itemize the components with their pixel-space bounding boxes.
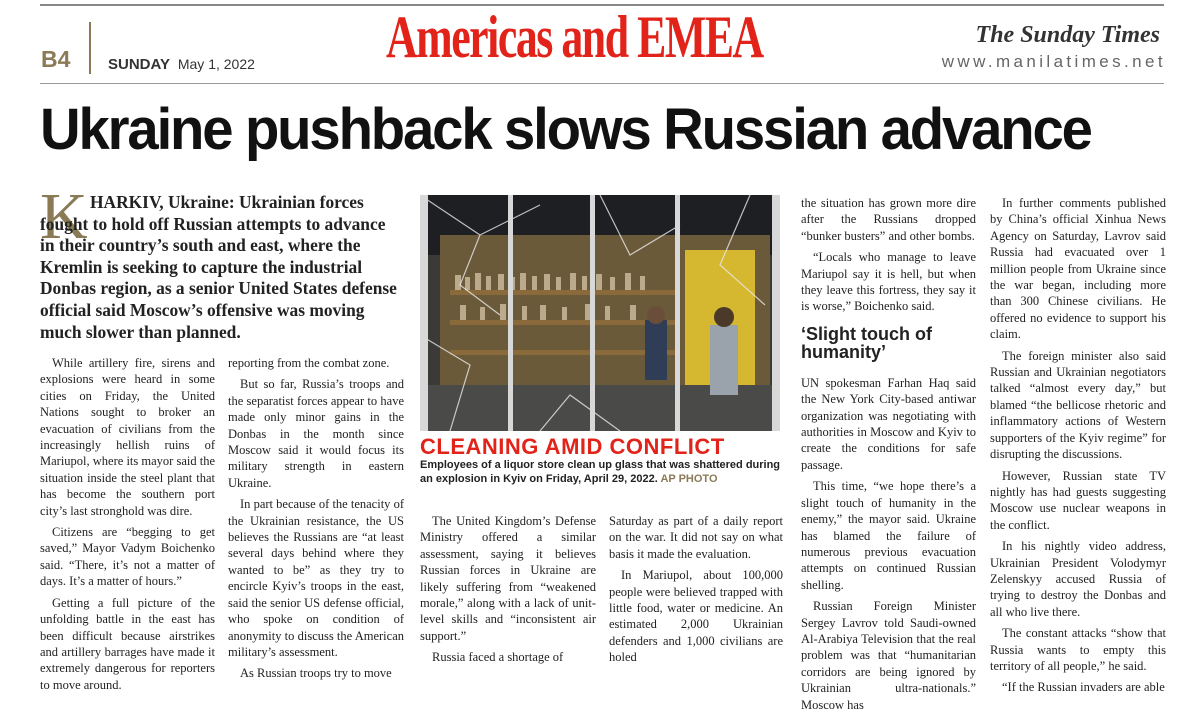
liquor-store-photo (420, 195, 780, 431)
article-paragraph: In Mariupol, about 100,000 people were believed trapped with little food, water or medicine. An estimated 2,000 Ukrainian defenders and 1,000 civilians are holed (609, 568, 783, 665)
drop-cap: K (40, 180, 88, 253)
page-number: B4 (41, 46, 71, 72)
photo-credit: AP PHOTO (660, 473, 718, 485)
article-column-3 (420, 513, 596, 665)
article-paragraph: Saturday as part of a daily report on the war. It did not say on what basis it made the evaluation. (609, 514, 783, 561)
article-paragraph: While artillery fire, sirens and explosions were heard in some cities on Friday, the United Nations sought to broker an evacuation of civilians from the increasingly hellish ruins of Mariupol, where its mayor said the situation inside the steel plant that has become the southern port city’s last stronghold was dire. (40, 356, 215, 518)
article-paragraph: the situation has grown more dire after the Russians dropped “bunker busters” and other bombs. (801, 196, 976, 243)
dateline-date: May 1, 2022 (177, 56, 255, 72)
article-paragraph: The constant attacks “show that Russia wants to empty this territory of all people,” he said. (990, 626, 1166, 673)
caption-headline: CLEANING AMID CONFLICT (420, 434, 725, 459)
article-column-5 (801, 195, 976, 712)
article-column-6 (990, 195, 1166, 695)
article-paragraph: “Locals who manage to leave Mariupol say it is hell, but when they leave this fortress, they say it is worse,” Boichenko said. (801, 250, 976, 314)
article-column-4 (609, 513, 783, 665)
photo-caption (420, 434, 782, 486)
article-paragraph: This time, “we hope there’s a slight touch of humanity in the enemy,” the mayor said. Ukraine has blamed the failure of numerous previous evacuation attempts on continued Russian shelling. (801, 479, 976, 592)
article-paragraph: Citizens are “begging to get saved,” Mayor Vadym Boichenko said. “There, it’s not a matter of days. It’s a matter of hours.” (40, 525, 215, 589)
article-paragraph: reporting from the combat zone. (228, 356, 390, 370)
article-paragraph: As Russian troops try to move (240, 666, 392, 681)
lede-paragraph: HARKIV, Ukraine: Ukrainian forces fought to hold off Russian attempts to advance in their country’s south and east, where the Kremlin is seeking to capture the industrial Donbas region, as a senior United States defense official said Moscow’s offensive was moving much slower than planned. (40, 192, 397, 342)
article-paragraph: Russian Foreign Minister Sergey Lavrov told Saudi-owned Al-Arabiya Television that the real problem was that “humanitarian corridors are being ignored by Ukrainian ultra-nationals.” Moscow has (801, 599, 976, 712)
article-paragraph: But so far, Russia’s troops and the separatist forces appear to have made only minor gains in the Donbas in the month since Moscow said it would focus its military strength in eastern Ukraine. (228, 377, 404, 490)
masthead-rule (40, 83, 1164, 84)
article-paragraph: The United Kingdom’s Defense Ministry offered a similar assessment, saying it believes Russian forces in Ukraine are likely suffering from “weakened morale,” along with a lack of unit-level skills and “inconsistent air support.” (420, 514, 596, 643)
subhead: ‘Slight touch of humanity’ (801, 323, 932, 362)
article-paragraph: In part because of the tenacity of the Ukrainian resistance, the US believes the Russians are “at least several days behind where they wanted to be” as they try to encircle Kyiv’s troops in the east, said the senior US defense official, who spoke on condition of anonymity to discuss the American military’s assessment. (228, 497, 404, 659)
article-paragraph: “If the Russian invaders are able (1002, 680, 1165, 695)
caption-text: Employees of a liquor store clean up glass that was shattered during an explosion in Kyiv on Friday, April 29, 2022. (420, 459, 781, 485)
paper-url[interactable]: www.manilatimes.net (941, 52, 1166, 71)
section-title: Americas and EMEA (386, 4, 763, 70)
paper-name: The Sunday Times (975, 22, 1160, 48)
article-column-2 (228, 355, 404, 681)
article-paragraph: The foreign minister also said Russian and Ukrainian negotiators talked “almost every day,” but blamed “the bellicose rhetoric and inflammatory actions of Western supporters of the Kyiv regime” for disrupting the discussions. (990, 348, 1166, 462)
dateline-day: SUNDAY (108, 56, 170, 73)
dateline (108, 56, 255, 73)
article-paragraph: Russia faced a shortage of (432, 650, 564, 665)
headline: Ukraine pushback slows Russian advance (40, 97, 1091, 162)
page-number-divider (89, 22, 91, 74)
article-paragraph: In his nightly video address, Ukrainian President Volodymyr Zelenskyy accused Russia of trying to destroy the Donbas and all who live there. (990, 539, 1166, 619)
news-photo (420, 195, 780, 431)
article-column-1 (40, 355, 215, 692)
article-paragraph: Getting a full picture of the unfolding battle in the east has been difficult because airstrikes and artillery barrages have made it extremely dangerous for reporters to move around. (40, 595, 215, 692)
article-paragraph: UN spokesman Farhan Haq said the New York City-based antiwar organization was negotiating with authorities in Moscow and Kyiv to create the conditions for safe passage. (801, 375, 976, 472)
article-paragraph: However, Russian state TV nightly has had guests suggesting Moscow use nuclear weapons in the conflict. (990, 468, 1166, 532)
article-paragraph: In further comments published by China’s official Xinhua News Agency on Saturday, Lavrov said Russia had evacuated over 1 million people from Ukraine since the war began, including more than 300 Chinese civilians. He offered no evidence to support his claim. (990, 196, 1166, 342)
